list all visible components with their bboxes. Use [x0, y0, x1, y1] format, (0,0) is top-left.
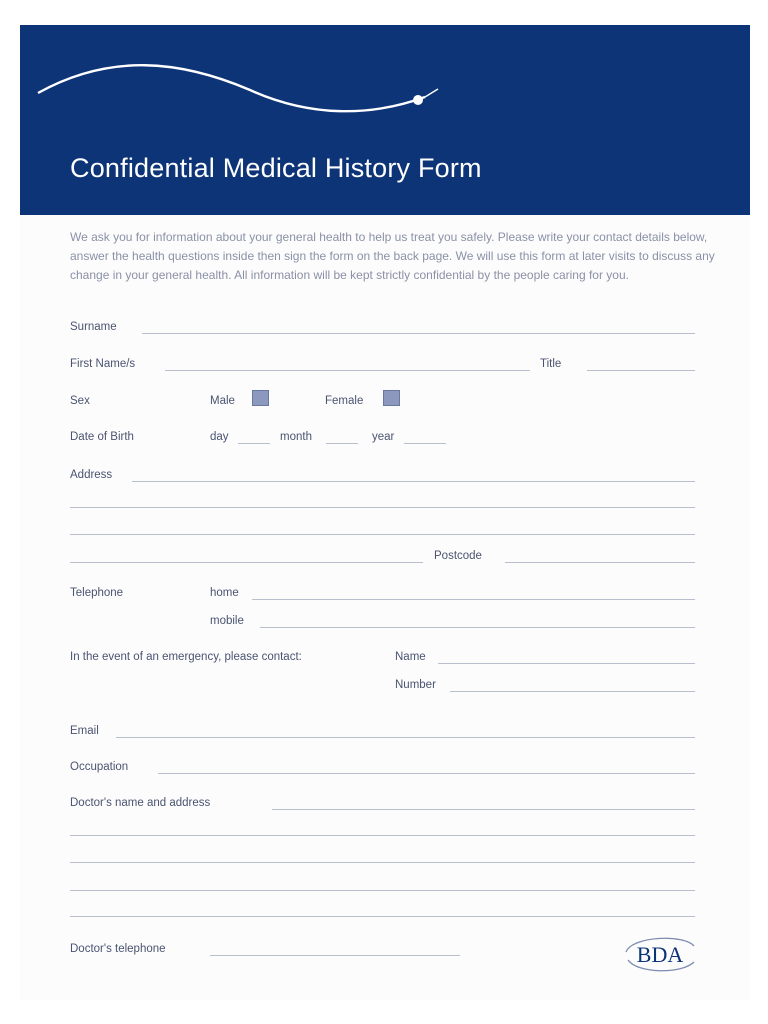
bda-logo — [622, 930, 698, 976]
doctor-name-address-field-line-5[interactable] — [70, 916, 695, 917]
emergency-name-label: Name — [395, 651, 426, 663]
postcode-label: Postcode — [434, 550, 482, 562]
dob-label: Date of Birth — [70, 431, 134, 443]
emergency-contact-label: In the event of an emergency, please contact: — [70, 651, 302, 663]
doctor-name-address-field-line-4[interactable] — [70, 890, 695, 891]
doctor-name-address-label: Doctor's name and address — [70, 797, 211, 809]
dob-month-label: month — [280, 431, 312, 443]
doctor-name-address-field-line-2[interactable] — [70, 835, 695, 836]
occupation-label: Occupation — [70, 761, 129, 773]
title-field[interactable] — [587, 370, 695, 371]
email-label: Email — [70, 725, 99, 737]
male-label: Male — [210, 395, 235, 407]
female-label: Female — [325, 395, 364, 407]
bda-logo-text: BDA — [636, 942, 684, 967]
home-phone-field[interactable] — [252, 599, 695, 600]
first-names-field[interactable] — [165, 370, 530, 371]
address-field-line-3[interactable] — [70, 534, 695, 535]
occupation-field[interactable] — [158, 773, 695, 774]
dob-year-label: year — [372, 431, 395, 443]
intro-paragraph: We ask you for information about your general health to help us treat you safely. Please write your contact details below, answer the health questions inside then sign the form on the back page. We will use this form at later visits to discuss any change in your general health. All information will be kept strictly confidential by the people caring for you. — [70, 230, 715, 282]
mobile-phone-field[interactable] — [260, 627, 695, 628]
female-checkbox[interactable] — [383, 390, 400, 406]
dob-year-field[interactable] — [404, 443, 446, 444]
email-field[interactable] — [116, 737, 695, 738]
telephone-label: Telephone — [70, 587, 124, 599]
doctor-name-address-field-line-3[interactable] — [70, 862, 695, 863]
address-field-line-1[interactable] — [132, 481, 695, 482]
address-field-line-2[interactable] — [70, 507, 695, 508]
dob-month-field[interactable] — [326, 443, 358, 444]
swoosh-logo-graphic — [20, 25, 750, 215]
postcode-field[interactable] — [505, 562, 695, 563]
surname-label: Surname — [70, 321, 117, 333]
emergency-number-field[interactable] — [450, 691, 695, 692]
title-label: Title — [540, 358, 562, 370]
dob-day-field[interactable] — [238, 443, 270, 444]
surname-field[interactable] — [142, 333, 695, 334]
header-banner — [20, 25, 750, 215]
doctor-name-address-field-line-1[interactable] — [272, 809, 695, 810]
doctor-telephone-label: Doctor's telephone — [70, 943, 166, 955]
emergency-name-field[interactable] — [438, 663, 695, 664]
sex-label: Sex — [70, 395, 90, 407]
page-title: Confidential Medical History Form — [70, 153, 482, 183]
emergency-number-label: Number — [395, 679, 436, 691]
mobile-phone-label: mobile — [210, 615, 244, 627]
doctor-telephone-field[interactable] — [210, 955, 460, 956]
home-phone-label: home — [210, 587, 239, 599]
male-checkbox[interactable] — [252, 390, 269, 406]
form-page — [20, 25, 750, 1000]
first-names-label: First Name/s — [70, 358, 136, 370]
dob-day-label: day — [210, 431, 229, 443]
address-field-line-4[interactable] — [70, 562, 423, 563]
address-label: Address — [70, 469, 113, 481]
